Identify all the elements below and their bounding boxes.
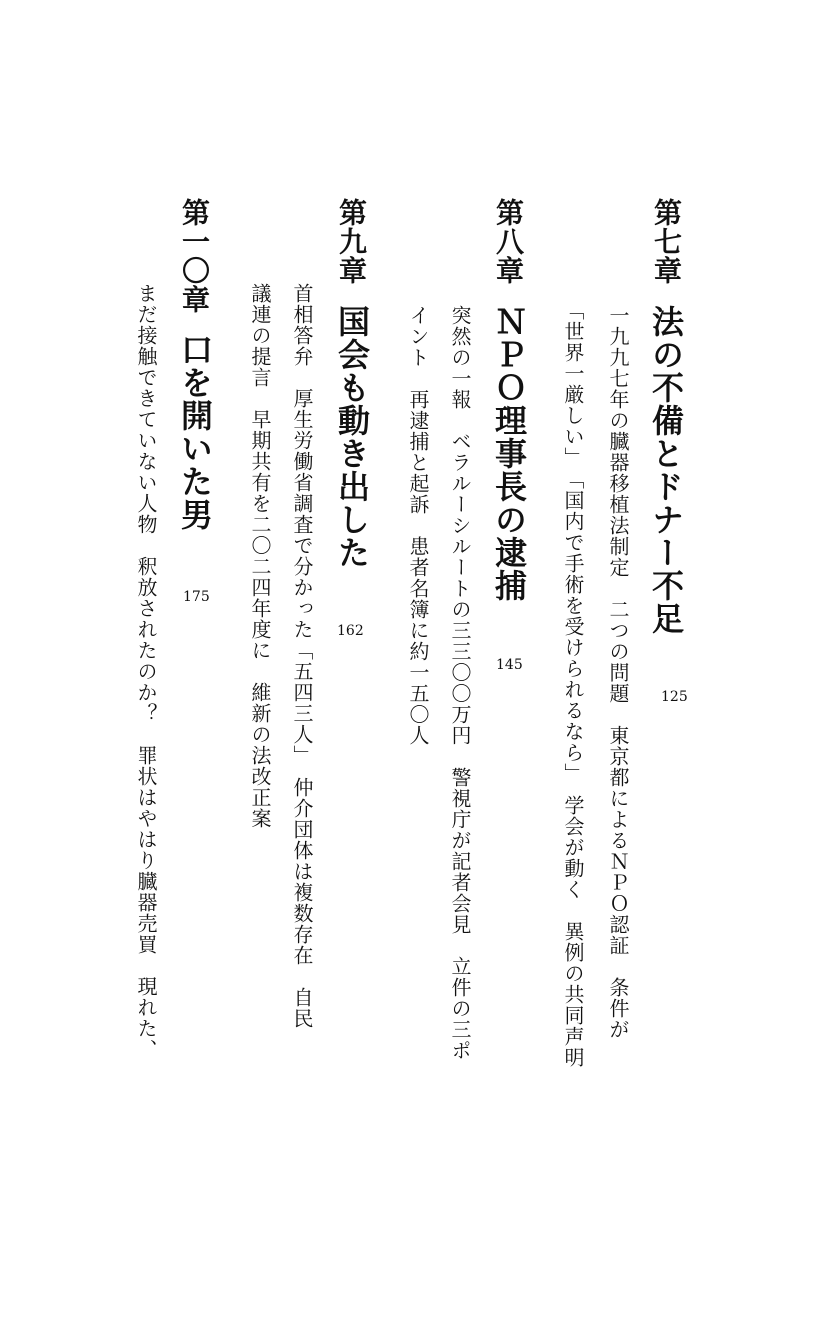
chapter-9-title: 国会も動き出した: [333, 305, 371, 569]
chapter-8-label: 第八章: [492, 198, 525, 285]
chapter-8-line-1: 突然の一報 ベラルーシルートの三三〇〇万円 警視庁が記者会見 立件の三ポ: [448, 305, 472, 1061]
chapter-8-title: ＮＰＯ理事長の逮捕: [490, 305, 528, 602]
chapter-10-label: 第一〇章: [178, 198, 211, 314]
chapter-10-title: 口を開いた男: [176, 333, 214, 531]
chapter-7-line-2: 「世界一厳しい」 「国内で手術を受けられるなら」 学会が動く 異例の共同声明: [561, 300, 585, 1068]
chapter-9-line-1: 首相答弁 厚生労働省調査で分かった「五四三人」 仲介団体は複数存在 自民: [290, 283, 314, 1029]
chapter-7-label: 第七章: [650, 198, 683, 285]
chapter-7-line-1: 一九九七年の臓器移植法制定 二つの問題 東京都によるＮＰＯ認証 条件が: [606, 305, 630, 1040]
chapter-10-line-1: まだ接触できていない人物 釈放されたのか？ 罪状はやはり臓器売買 現れた、: [134, 283, 158, 1060]
chapter-7-title: 法の不備とドナー不足: [647, 305, 685, 635]
chapter-7-page: 125: [661, 689, 688, 705]
chapter-9-line-2: 議連の提言 早期共有を二〇二四年度に 維新の法改正案: [248, 283, 272, 829]
chapter-8-page: 145: [496, 657, 523, 673]
chapter-9-page: 162: [337, 623, 364, 639]
chapter-8-line-2: イント 再逮捕と起訴 患者名簿に約一五〇人: [406, 305, 430, 746]
chapter-10-page: 175: [183, 589, 210, 605]
chapter-9-label: 第九章: [335, 198, 368, 285]
